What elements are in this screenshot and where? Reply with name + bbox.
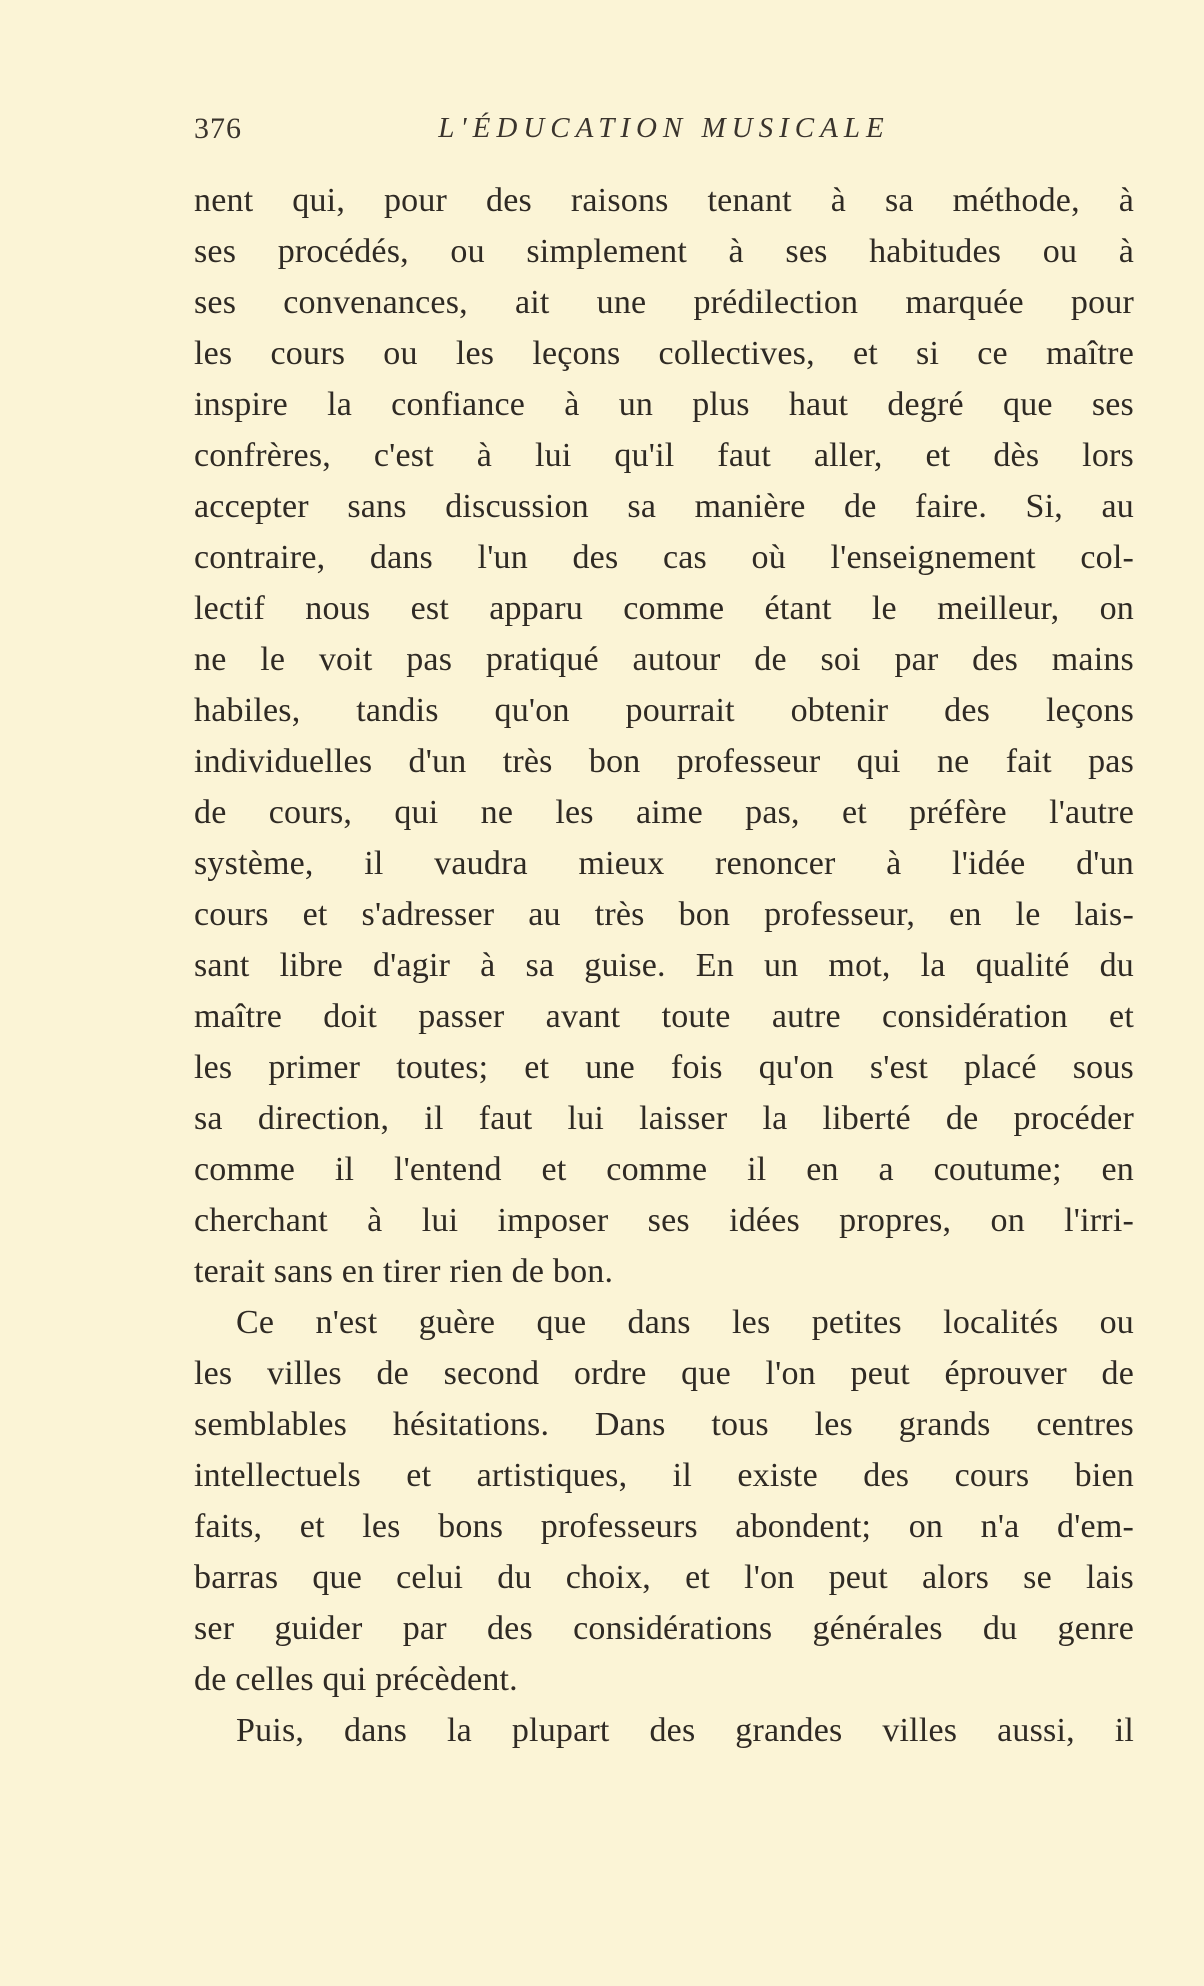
body-text bbox=[194, 175, 1134, 1756]
text-line: contraire, dans l'un des cas où l'enseignement col- bbox=[194, 539, 1134, 576]
text-line: inspire la confiance à un plus haut degré que ses bbox=[194, 386, 1134, 423]
text-line: sa direction, il faut lui laisser la liberté de procéder bbox=[194, 1100, 1134, 1137]
paragraph-end-line: terait sans en tirer rien de bon. bbox=[194, 1253, 614, 1290]
text-line: ses procédés, ou simplement à ses habitudes ou à bbox=[194, 233, 1134, 270]
text-line: confrères, c'est à lui qu'il faut aller, et dès lors bbox=[194, 437, 1134, 474]
text-line: ne le voit pas pratiqué autour de soi par des mains bbox=[194, 641, 1134, 678]
text-line: nent qui, pour des raisons tenant à sa méthode, à bbox=[194, 182, 1134, 219]
text-line: lectif nous est apparu comme étant le meilleur, on bbox=[194, 590, 1134, 627]
text-line: barras que celui du choix, et l'on peut alors se lais bbox=[194, 1559, 1134, 1596]
text-line: habiles, tandis qu'on pourrait obtenir des leçons bbox=[194, 692, 1134, 729]
text-line: cours et s'adresser au très bon professeur, en le lais- bbox=[194, 896, 1134, 933]
text-line: les primer toutes; et une fois qu'on s'est placé sous bbox=[194, 1049, 1134, 1086]
paragraph-start-line: Ce n'est guère que dans les petites localités ou bbox=[236, 1304, 1134, 1341]
text-line: les villes de second ordre que l'on peut éprouver de bbox=[194, 1355, 1134, 1392]
text-line: système, il vaudra mieux renoncer à l'idée d'un bbox=[194, 845, 1134, 882]
text-line: accepter sans discussion sa manière de faire. Si, au bbox=[194, 488, 1134, 525]
text-line: sant libre d'agir à sa guise. En un mot, la qualité du bbox=[194, 947, 1134, 984]
running-title: L'ÉDUCATION MUSICALE bbox=[438, 112, 890, 144]
paragraph-end-line: de celles qui précèdent. bbox=[194, 1661, 518, 1698]
text-line: ser guider par des considérations générales du genre bbox=[194, 1610, 1134, 1647]
text-line: les cours ou les leçons collectives, et si ce maître bbox=[194, 335, 1134, 372]
text-line: de cours, qui ne les aime pas, et préfère l'autre bbox=[194, 794, 1134, 831]
text-line: individuelles d'un très bon professeur qui ne fait pas bbox=[194, 743, 1134, 780]
text-line: faits, et les bons professeurs abondent; on n'a d'em- bbox=[194, 1508, 1134, 1545]
text-line: cherchant à lui imposer ses idées propres, on l'irri- bbox=[194, 1202, 1134, 1239]
text-line: intellectuels et artistiques, il existe des cours bien bbox=[194, 1457, 1134, 1494]
paragraph-start-line: Puis, dans la plupart des grandes villes aussi, il bbox=[236, 1712, 1134, 1749]
text-line: comme il l'entend et comme il en a coutume; en bbox=[194, 1151, 1134, 1188]
running-head bbox=[194, 112, 1134, 158]
page-number: 376 bbox=[194, 112, 242, 145]
text-line: semblables hésitations. Dans tous les grands centres bbox=[194, 1406, 1134, 1443]
text-line: ses convenances, ait une prédilection marquée pour bbox=[194, 284, 1134, 321]
text-line: maître doit passer avant toute autre considération et bbox=[194, 998, 1134, 1035]
